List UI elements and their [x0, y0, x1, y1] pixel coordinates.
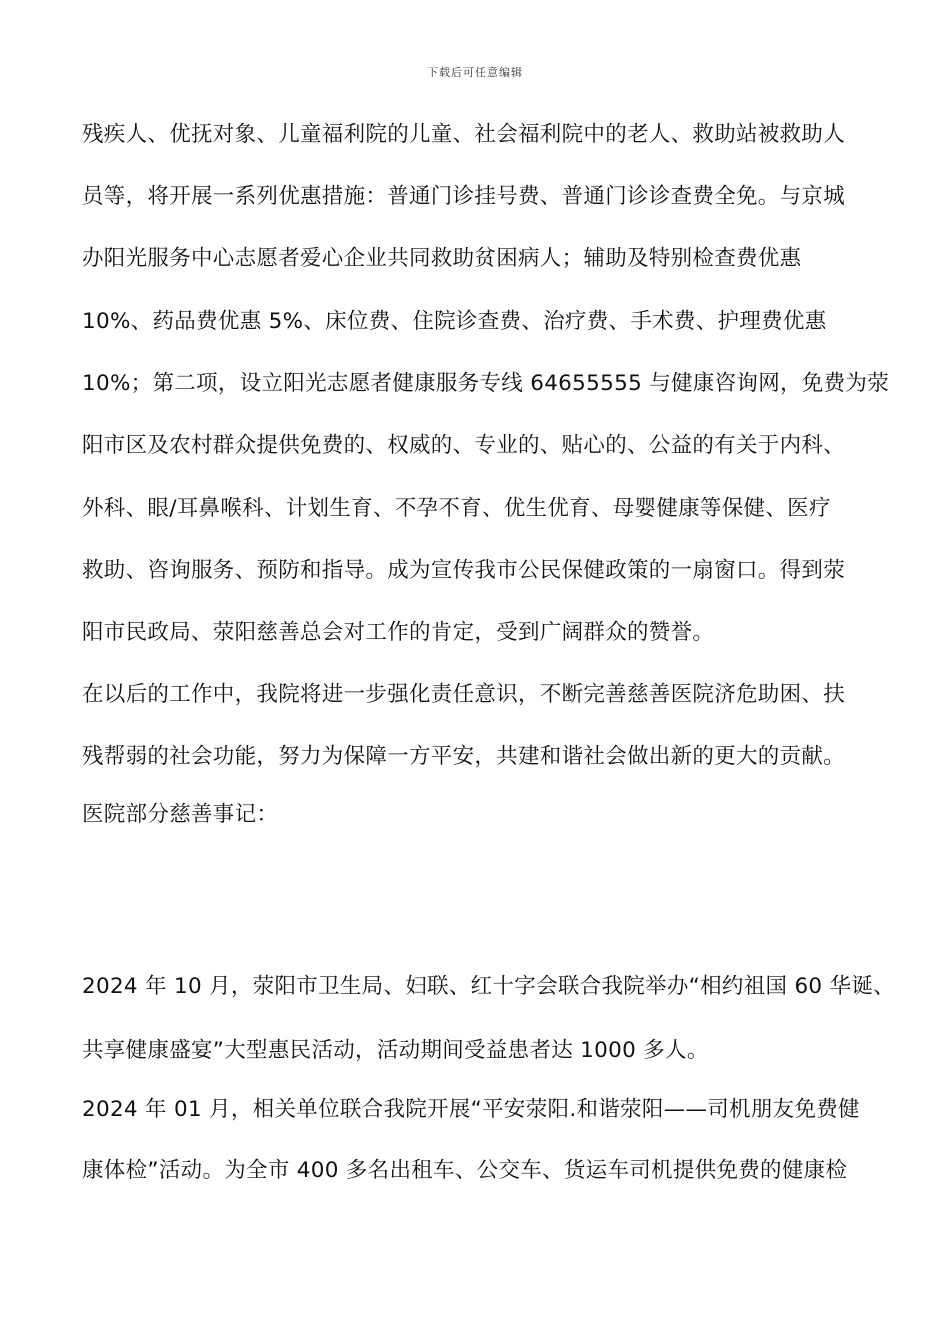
body-text-line: 在以后的工作中，我院将进一步强化责任意识，不断完善慈善医院济危助困、扶	[82, 682, 846, 707]
body-text-line: 办阳光服务中心志愿者爱心企业共同救助贫困病人；辅助及特别检查费优惠	[82, 246, 802, 271]
body-text-line: 阳市区及农村群众提供免费的、权威的、专业的、贴心的、公益的有关于内科、	[82, 433, 846, 458]
body-text-line: 外科、眼/耳鼻喉科、计划生育、不孕不育、优生优育、母婴健康等保健、医疗	[82, 496, 831, 521]
body-text-line: 2024 年 01 月，相关单位联合我院开展“平安荥阳.和谐荥阳——司机朋友免费健	[82, 1097, 860, 1122]
body-text-line: 共享健康盛宴”大型惠民活动，活动期间受益患者达 1000 多人。	[82, 1038, 709, 1063]
body-text-line: 残疾人、优抚对象、儿童福利院的儿童、社会福利院中的老人、救助站被救助人	[82, 122, 846, 147]
body-text-line: 救助、咨询服务、预防和指导。成为宣传我市公民保健政策的一扇窗口。得到荥	[82, 558, 846, 583]
body-text-line: 康体检”活动。为全市 400 多名出租车、公交车、货运车司机提供免费的健康检	[82, 1158, 848, 1183]
page-header: 下载后可任意编辑	[427, 66, 523, 79]
section-heading: 医院部分慈善事记：	[82, 802, 279, 827]
body-text-line: 2024 年 10 月，荥阳市卫生局、妇联、红十字会联合我院举办“相约祖国 60 华诞、	[82, 974, 895, 999]
body-text-line: 残帮弱的社会功能，努力为保障一方平安，共建和谐社会做出新的更大的贡献。	[82, 744, 846, 769]
body-text-line: 10%；第二项，设立阳光志愿者健康服务专线 64655555 与健康咨询网，免费为荥	[82, 371, 889, 396]
body-text-line: 员等，将开展一系列优惠措施：普通门诊挂号费、普通门诊诊查费全免。与京城	[82, 184, 846, 209]
body-text-line: 10%、药品费优惠 5%、床位费、住院诊查费、治疗费、手术费、护理费优惠	[82, 309, 827, 334]
body-text-line: 阳市民政局、荥阳慈善总会对工作的肯定，受到广阔群众的赞誉。	[82, 620, 715, 645]
